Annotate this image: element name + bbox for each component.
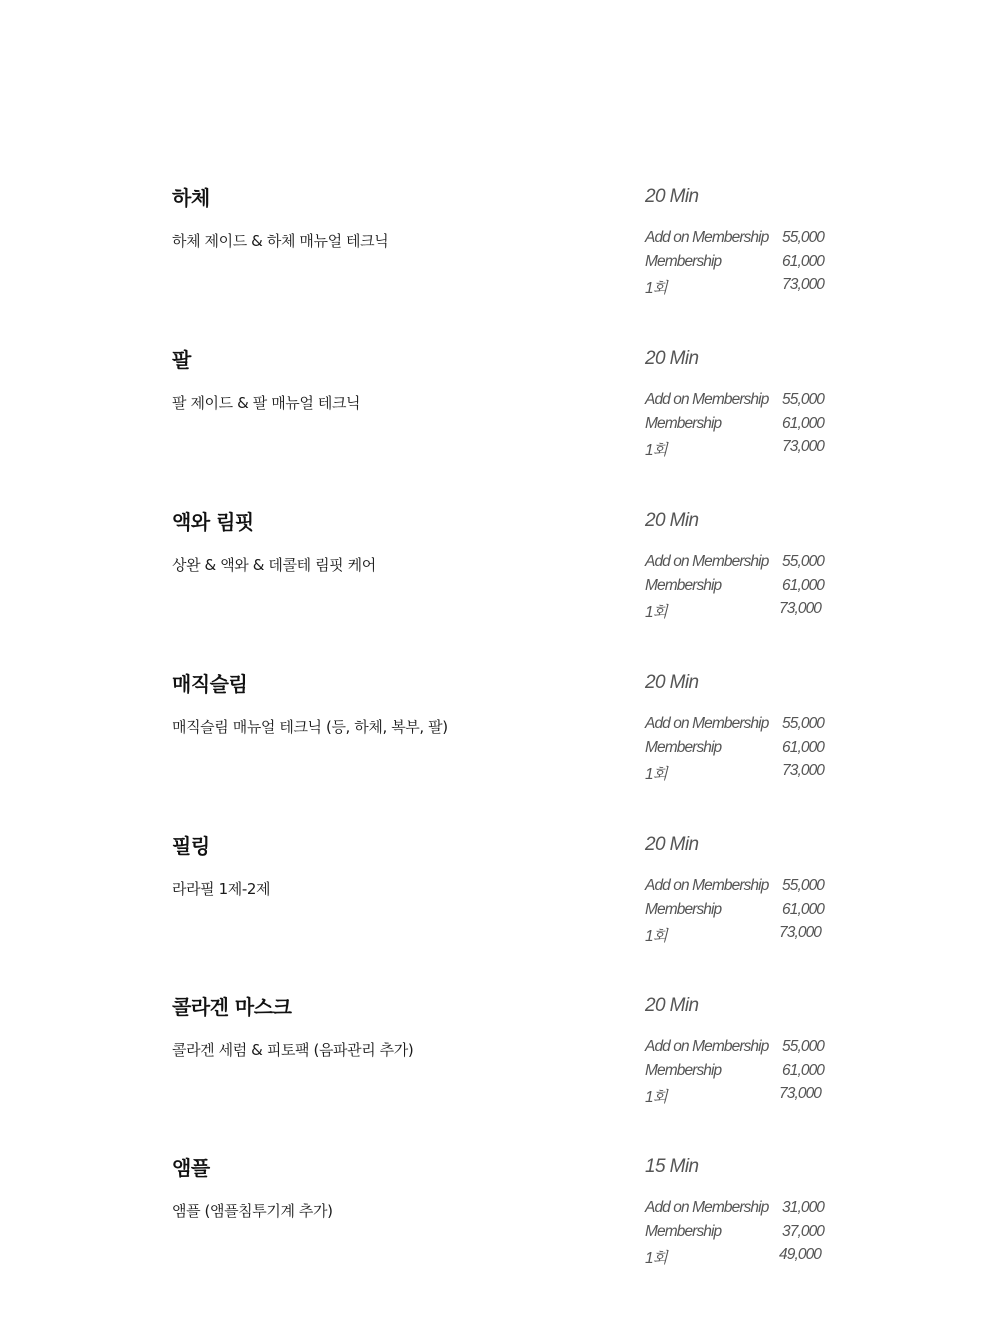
item-description: 매직슬림 매뉴얼 테크닉 (등, 하체, 복부, 팔): [172, 718, 448, 736]
price-value: 37,000: [782, 1222, 825, 1240]
menu-item: [0, 162, 1000, 460]
item-title: 필링: [172, 834, 210, 858]
price-value: 73,000: [782, 438, 825, 456]
price-label: Membership: [645, 576, 722, 594]
item-description: 팔 제이드 & 팔 매뉴얼 테크닉: [172, 394, 361, 412]
price-label: Add on Membership: [645, 1199, 769, 1216]
price-value: 31,000: [782, 1199, 825, 1216]
price-label: Add on Membership: [645, 1038, 769, 1055]
price-value: 55,000: [782, 715, 825, 732]
item-duration: 20 Min: [645, 672, 699, 693]
price-row: [645, 1199, 835, 1223]
price-label: Membership: [645, 900, 722, 918]
price-value: 61,000: [782, 414, 825, 432]
price-value: 73,000: [779, 1085, 822, 1103]
item-description: 라라필 1제-2제: [172, 880, 271, 898]
price-value: 55,000: [782, 1038, 825, 1055]
item-title: 하체: [172, 186, 210, 210]
price-value: 49,000: [779, 1246, 822, 1264]
item-description: 앰플 (앰플침투기계 추가): [172, 1202, 333, 1220]
price-list: [645, 1199, 835, 1270]
price-value: 61,000: [782, 576, 825, 594]
price-label: 1회: [645, 766, 667, 784]
price-value: 61,000: [782, 738, 825, 756]
price-row: [645, 1223, 835, 1247]
price-label: Membership: [645, 738, 722, 756]
price-value: 61,000: [782, 900, 825, 918]
price-label: 1회: [645, 1089, 667, 1107]
menu-item: [0, 648, 1000, 946]
price-row: [645, 1246, 835, 1270]
item-duration: 20 Min: [645, 995, 699, 1016]
price-label: Add on Membership: [645, 229, 769, 246]
price-value: 73,000: [782, 276, 825, 294]
price-label: Membership: [645, 1222, 722, 1240]
item-duration: 20 Min: [645, 186, 699, 207]
item-title: 팔: [172, 348, 191, 372]
menu-item: [0, 486, 1000, 784]
price-label: 1회: [645, 1250, 667, 1268]
price-value: 73,000: [779, 600, 822, 618]
item-duration: 15 Min: [645, 1156, 699, 1177]
price-value: 55,000: [782, 877, 825, 894]
price-label: Membership: [645, 1061, 722, 1079]
menu-item: [0, 970, 1000, 1268]
price-label: 1회: [645, 280, 667, 298]
price-value: 61,000: [782, 1061, 825, 1079]
price-value: 55,000: [782, 391, 825, 408]
price-label: 1회: [645, 928, 667, 946]
menu-item: [0, 324, 1000, 622]
item-description: 상완 & 액와 & 데콜테 림핏 케어: [172, 556, 376, 574]
item-description: 하체 제이드 & 하체 매뉴얼 테크닉: [172, 232, 389, 250]
price-label: Add on Membership: [645, 715, 769, 732]
item-duration: 20 Min: [645, 834, 699, 855]
price-label: Membership: [645, 414, 722, 432]
price-value: 55,000: [782, 553, 825, 570]
price-value: 73,000: [782, 762, 825, 780]
item-title: 콜라겐 마스크: [172, 995, 292, 1019]
item-title: 매직슬림: [172, 672, 248, 696]
item-duration: 20 Min: [645, 510, 699, 531]
price-label: Add on Membership: [645, 391, 769, 408]
price-label: 1회: [645, 604, 667, 622]
price-value: 61,000: [782, 252, 825, 270]
item-title: 액와 림핏: [172, 510, 254, 534]
price-label: 1회: [645, 442, 667, 460]
item-description: 콜라겐 세럼 & 피토팩 (음파관리 추가): [172, 1041, 414, 1059]
price-value: 55,000: [782, 229, 825, 246]
menu-item: [0, 0, 1000, 298]
price-value: 73,000: [779, 924, 822, 942]
price-label: Add on Membership: [645, 877, 769, 894]
price-label: Membership: [645, 252, 722, 270]
price-label: Add on Membership: [645, 553, 769, 570]
menu-item: [0, 809, 1000, 1107]
item-title: 앰플: [172, 1156, 210, 1180]
item-duration: 20 Min: [645, 348, 699, 369]
